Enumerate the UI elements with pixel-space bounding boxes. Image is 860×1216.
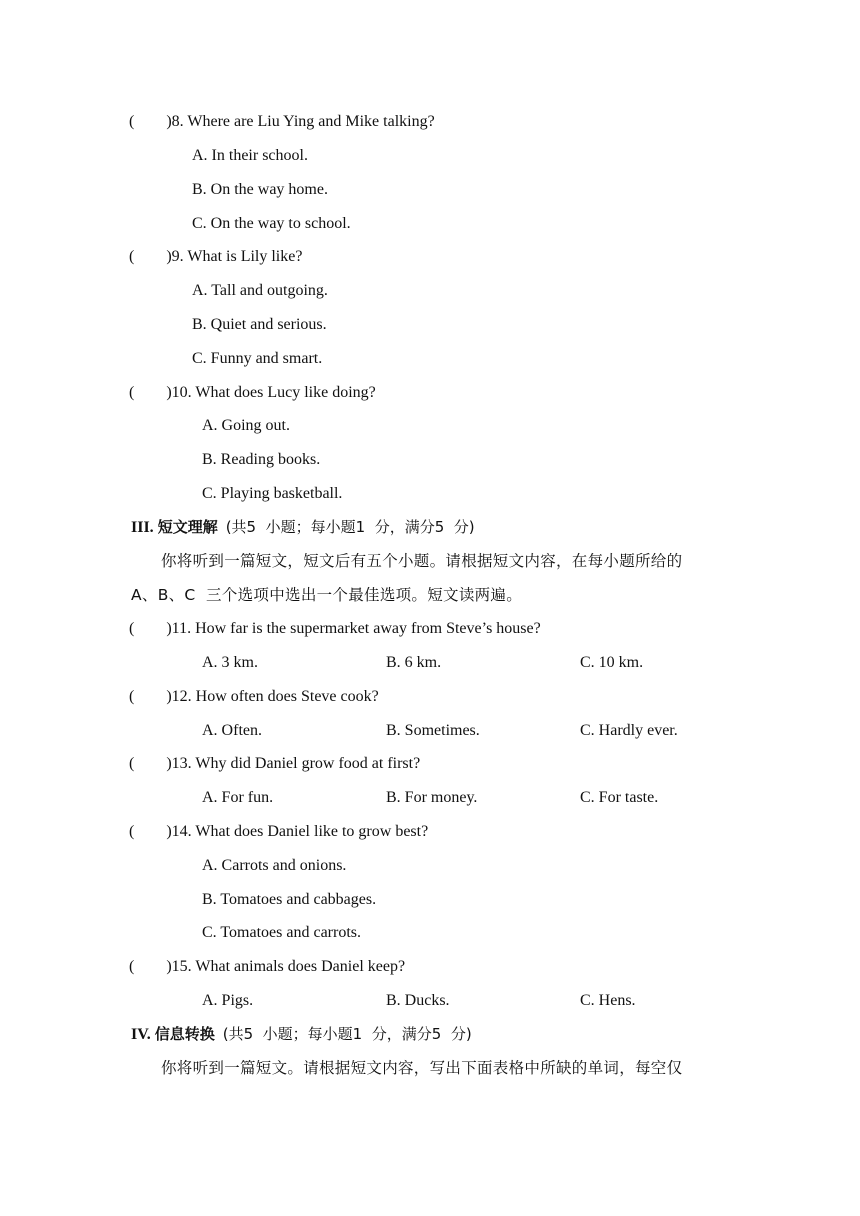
question-9: [129, 247, 302, 267]
option-a: A. 3 km.: [202, 654, 258, 671]
answer-blank[interactable]: ( ): [129, 620, 172, 637]
option-a: A. Going out.: [202, 417, 290, 434]
answer-blank[interactable]: ( ): [129, 248, 172, 265]
option-c: C. Funny and smart.: [192, 350, 323, 367]
option-b: B. For money.: [386, 789, 478, 806]
question-10: [129, 383, 376, 403]
option-b: B. Tomatoes and cabbages.: [202, 891, 377, 908]
option-c: C. On the way to school.: [192, 215, 351, 232]
question-15: [129, 957, 405, 977]
option-a: A. Often.: [202, 722, 262, 739]
option-a: A. Tall and outgoing.: [192, 282, 328, 299]
question-stem: 14. What does Daniel like to grow best?: [171, 823, 429, 840]
answer-blank[interactable]: ( ): [129, 384, 172, 401]
question-stem: 15. What animals does Daniel keep?: [171, 958, 406, 975]
option-a: A. In their school.: [192, 147, 308, 164]
section-title: 短文理解: [157, 518, 218, 536]
question-stem: 9. What is Lily like?: [171, 248, 303, 265]
answer-blank[interactable]: ( ): [129, 113, 172, 130]
section-3-instruction-line-1: 你将听到一篇短文，短文后有五个小题。请根据短文内容，在每小题所给的: [161, 552, 683, 570]
option-b: B. 6 km.: [386, 654, 442, 671]
section-4-heading: [131, 1024, 472, 1044]
option-c: C. 10 km.: [580, 654, 644, 671]
section-number: IV.: [131, 1026, 151, 1043]
option-a: A. For fun.: [202, 789, 274, 806]
option-b: B. Ducks.: [386, 992, 450, 1009]
section-score-note: (共5 小题；每小题1 分，满分5 分): [222, 1025, 472, 1043]
question-stem: 10. What does Lucy like doing?: [171, 384, 376, 401]
option-c: C. Hens.: [580, 992, 636, 1009]
option-c: C. Playing basketball.: [202, 485, 343, 502]
question-stem: 11. How far is the supermarket away from Steve’s house?: [171, 620, 541, 637]
question-12: [129, 687, 379, 707]
section-score-note: (共5 小题；每小题1 分，满分5 分): [225, 518, 475, 536]
option-a: A. Pigs.: [202, 992, 254, 1009]
option-c: C. Hardly ever.: [580, 722, 678, 739]
question-stem: 12. How often does Steve cook?: [171, 688, 379, 705]
question-11: [129, 619, 541, 639]
question-13: [129, 754, 420, 774]
section-3-heading: [131, 517, 475, 537]
option-a: A. Carrots and onions.: [202, 857, 347, 874]
section-title: 信息转换: [154, 1025, 215, 1043]
option-b: B. On the way home.: [192, 181, 328, 198]
answer-blank[interactable]: ( ): [129, 755, 172, 772]
answer-blank[interactable]: ( ): [129, 823, 172, 840]
option-c: C. Tomatoes and carrots.: [202, 924, 361, 941]
section-number: III.: [131, 519, 154, 536]
option-b: B. Quiet and serious.: [192, 316, 327, 333]
answer-blank[interactable]: ( ): [129, 958, 172, 975]
answer-blank[interactable]: ( ): [129, 688, 172, 705]
option-b: B. Sometimes.: [386, 722, 480, 739]
question-8: [129, 112, 435, 132]
question-14: [129, 822, 428, 842]
question-stem: 13. Why did Daniel grow food at first?: [171, 755, 421, 772]
question-stem: 8. Where are Liu Ying and Mike talking?: [171, 113, 435, 130]
option-c: C. For taste.: [580, 789, 659, 806]
section-3-instruction-line-2: A、B、C 三个选项中选出一个最佳选项。短文读两遍。: [131, 586, 523, 604]
section-4-instruction-line-1: 你将听到一篇短文。请根据短文内容，写出下面表格中所缺的单词，每空仅: [161, 1059, 683, 1077]
option-b: B. Reading books.: [202, 451, 321, 468]
